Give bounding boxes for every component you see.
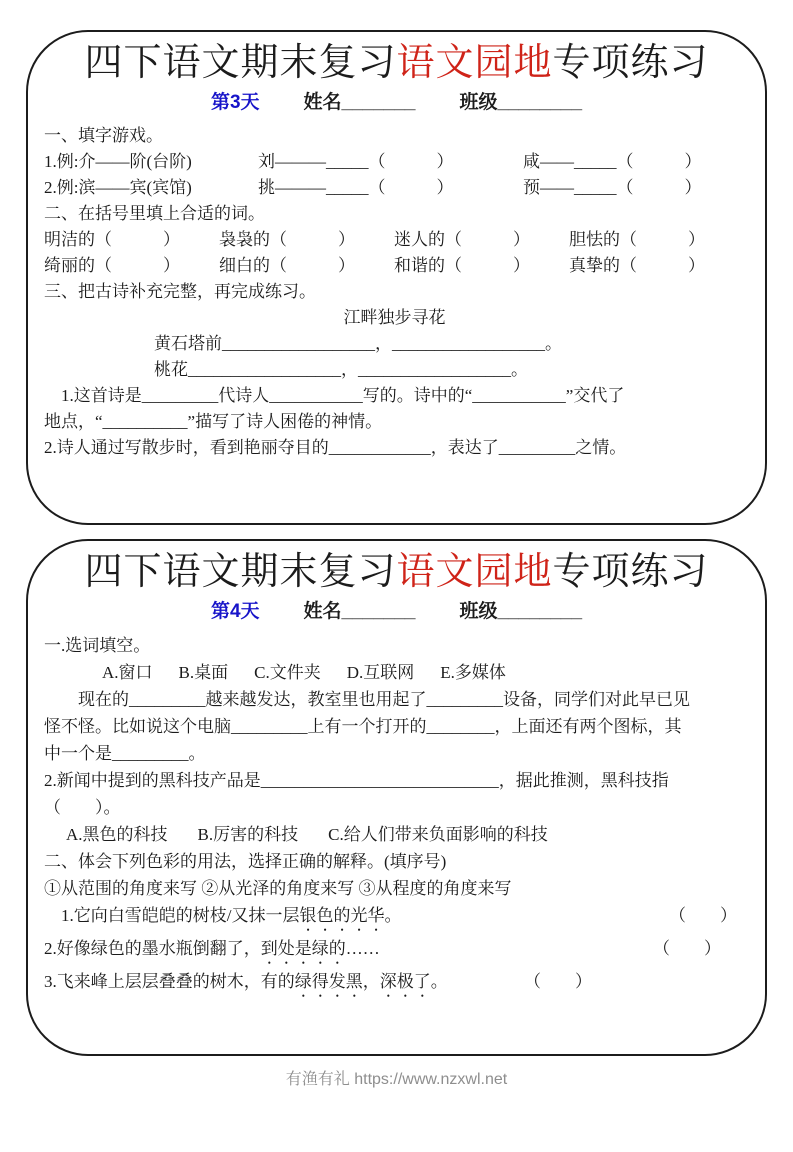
section-heading-word-fill: 二、在括号里填上合适的词。 — [44, 204, 265, 223]
word-pair-row — [44, 253, 745, 279]
word-pair: 细白的（ ） — [219, 256, 355, 275]
fill-game-row — [44, 175, 745, 201]
fill-game-row — [44, 149, 745, 175]
worksheet-panel-day3 — [26, 30, 767, 525]
title-suffix: 专项练习 — [552, 551, 709, 593]
day-label: 第3天 — [210, 92, 260, 113]
word-pair-row — [44, 227, 745, 253]
sentence-segment: ， — [362, 972, 380, 991]
sentence-text — [44, 972, 448, 991]
choice-options-row — [44, 821, 745, 848]
answer-bracket: （ ） — [524, 972, 592, 991]
sentence-segment: 1.它向白雪皑皑的树枝/又抹一层 — [61, 906, 300, 925]
panel-content — [28, 118, 765, 461]
title-suffix: 专项练习 — [552, 42, 709, 84]
choice-option: C.给人们带来负面影响的科技 — [328, 825, 548, 844]
name-field — [304, 597, 416, 627]
sentence-segment: 2.好像绿色的墨水瓶倒翻了， — [44, 939, 261, 958]
answer-bracket-line: （ ）。 — [44, 798, 121, 817]
section-heading-poem: 三、把古诗补充完整，再完成练习。 — [44, 282, 316, 301]
name-field — [304, 88, 416, 118]
answer-bracket: （ ） — [669, 906, 737, 925]
emphasized-phrase: 银色的光华 — [299, 906, 385, 925]
choice-option: C.文件夹 — [254, 663, 321, 682]
panel-subheader — [28, 597, 765, 627]
fill-blank-item: 刘———_____（ ） — [258, 152, 454, 171]
choice-option: D.互联网 — [346, 663, 415, 682]
title-highlight: 语文园地 — [396, 42, 553, 84]
sentence-item — [44, 968, 745, 1001]
section-heading-color-usage: 二、体会下列色彩的用法，选择正确的解释。(填序号) — [44, 852, 447, 871]
question-line: 2.新闻中提到的黑科技产品是____________________________，据此推测，黑科技指 — [44, 771, 669, 790]
title-prefix: 四下语文期末复习 — [84, 42, 397, 84]
panel-title — [28, 547, 765, 597]
question-line: 1.这首诗是_________代诗人___________写的。诗中的“___________”交代了 — [61, 386, 625, 405]
sentence-segment: 。 — [430, 972, 448, 991]
fill-example: 1.例:介——阶(台阶) — [44, 152, 192, 171]
fill-blank-item: 咸——_____（ ） — [523, 152, 702, 171]
panel-subheader — [28, 88, 765, 118]
word-pair: 迷人的（ ） — [394, 230, 530, 249]
choice-option: E.多媒体 — [440, 663, 506, 682]
word-pair: 胆怯的（ ） — [569, 230, 705, 249]
class-blank: ________ — [497, 601, 583, 622]
poem-line: 桃花__________________，__________________。 — [154, 360, 528, 379]
sentence-item — [44, 935, 745, 968]
emphasized-phrase: 绿得发黑 — [294, 972, 363, 991]
answer-bracket: （ ） — [653, 939, 721, 958]
sentence-segment: …… — [345, 939, 380, 958]
word-pair: 绮丽的（ ） — [44, 256, 180, 275]
name-label: 姓名 — [303, 601, 342, 622]
class-field — [460, 597, 583, 627]
emphasized-phrase: 深极了 — [379, 972, 431, 991]
class-blank: ________ — [497, 92, 583, 113]
class-field — [460, 88, 583, 118]
choice-option: A.窗口 — [102, 663, 153, 682]
section-heading-word-choice: 一.选词填空。 — [44, 636, 151, 655]
emphasized-phrase: 到处是绿的 — [260, 939, 346, 958]
section-heading-fill-game: 一、填字游戏。 — [44, 126, 163, 145]
word-pair: 和谐的（ ） — [394, 256, 530, 275]
choice-option: A.黑色的科技 — [66, 825, 168, 844]
fill-example: 2.例:滨——宾(宾馆) — [44, 178, 192, 197]
fill-blank-item: 挑———_____（ ） — [258, 178, 454, 197]
sentence-segment: 3.飞来峰上层层叠叠的树木，有的 — [44, 972, 295, 991]
panel-content — [28, 627, 765, 1001]
worksheet-panel-day4 — [26, 539, 767, 1056]
question-line: 地点，“__________”描写了诗人困倦的神情。 — [44, 412, 383, 431]
poem-title: 江畔独步寻花 — [343, 308, 446, 327]
word-pair: 明洁的（ ） — [44, 230, 180, 249]
fill-blank-item: 预——_____（ ） — [523, 178, 702, 197]
panel-title — [28, 38, 765, 88]
sentence-text — [44, 935, 380, 968]
choice-option: B.桌面 — [178, 663, 229, 682]
name-label: 姓名 — [303, 92, 342, 113]
sentence-text — [44, 902, 401, 935]
watermark-credit: 有渔有礼 https://www.nzxwl.net — [285, 1071, 508, 1088]
day-label: 第4天 — [210, 601, 260, 622]
question-line: 2.诗人通过写散步时，看到艳丽夺目的____________，表达了_________之情。 — [44, 438, 627, 457]
paragraph-line: 怪不怪。比如说这个电脑_________上有一个打开的________，上面还有两个图标，其 — [44, 717, 682, 736]
paragraph-line: 中一个是_________。 — [44, 744, 206, 763]
hint-options-line: ①从范围的角度来写 ②从光泽的角度来写 ③从程度的角度来写 — [44, 879, 512, 898]
choice-option: B.厉害的科技 — [197, 825, 299, 844]
choice-options-row — [44, 659, 745, 686]
word-pair: 袅袅的（ ） — [219, 230, 355, 249]
paragraph-line: 现在的_________越来越发达，教室里也用起了_________设备，同学们对此早已见 — [78, 690, 690, 709]
name-blank: _______ — [341, 92, 416, 113]
sentence-item — [44, 902, 745, 935]
poem-line: 黄石塔前__________________，__________________。 — [154, 334, 562, 353]
worksheet-page — [0, 30, 793, 1089]
name-blank: _______ — [341, 601, 416, 622]
sentence-segment: 。 — [384, 906, 402, 925]
class-label: 班级 — [459, 601, 498, 622]
title-prefix: 四下语文期末复习 — [84, 551, 397, 593]
title-highlight: 语文园地 — [396, 551, 553, 593]
word-pair: 真挚的（ ） — [569, 256, 705, 275]
class-label: 班级 — [459, 92, 498, 113]
